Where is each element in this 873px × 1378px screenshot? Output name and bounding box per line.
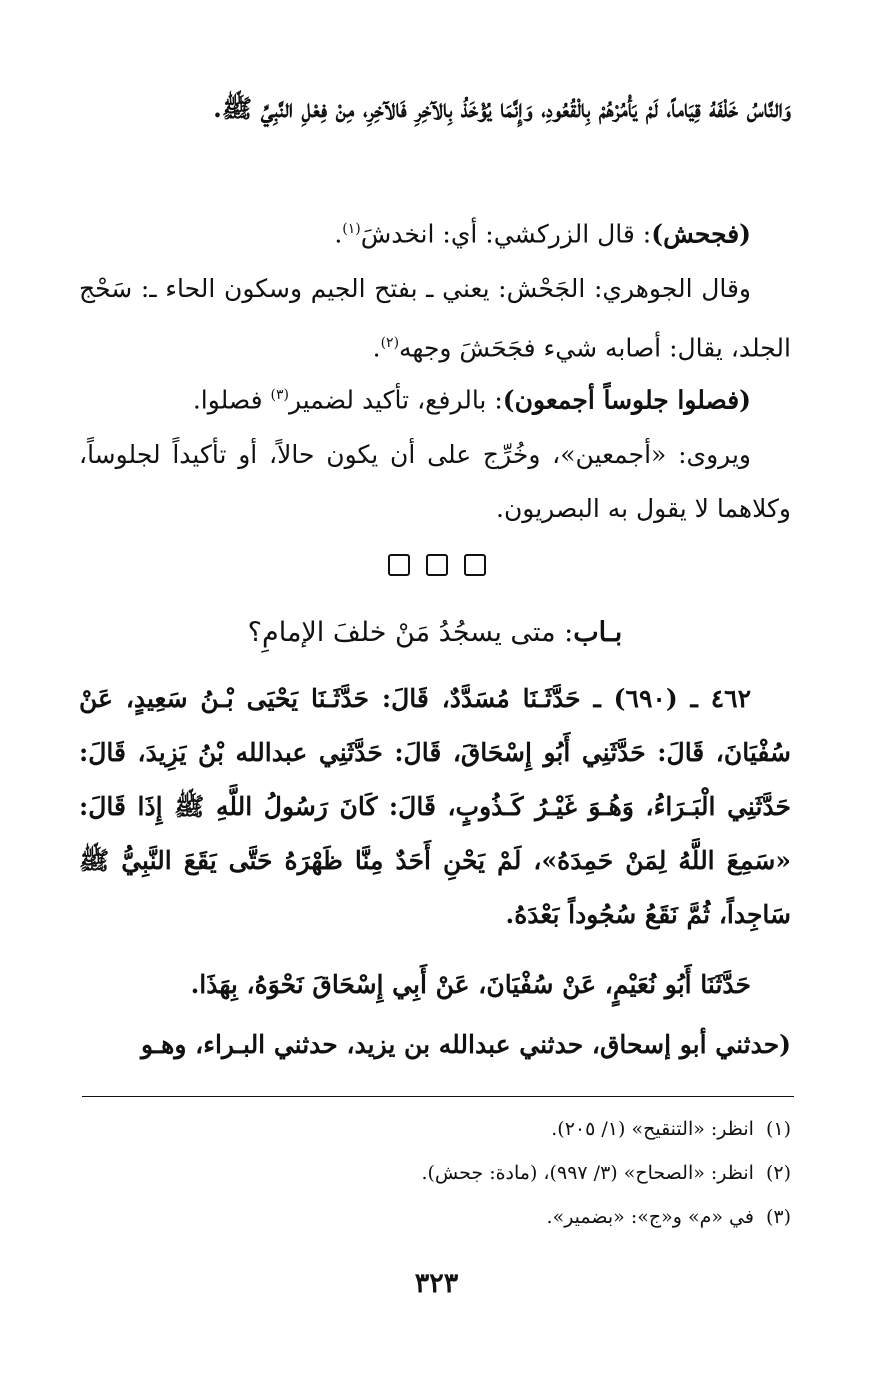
footnote-number: (١) (765, 1118, 791, 1140)
paragraph-text: وقال الجوهري: الجَحْش: يعني ـ بفتح الجيم وسكون الحاء ـ: سَحْج الجلد، يقال: أصابه شيء فجَحَشَ وجهه (79, 274, 791, 363)
footnote-ref-2[interactable]: (٢) (380, 335, 400, 351)
term-jalusan: (فصلوا جلوساً أجمعون) (502, 385, 751, 415)
separator-square-icon (388, 554, 410, 576)
paragraph-text: : قال الزركشي: أي: انخدشَ (360, 219, 652, 249)
paragraph-text: ويروى: «أجمعين»، وخُرِّج على أن يكون حالاً، أو تأكيداً لجلوساً، وكلاهما لا يقول به البصريون. (79, 440, 791, 523)
footnote-1 (79, 1114, 791, 1144)
paragraph-jawhari (79, 262, 791, 375)
paragraph-end: فصلوا. (192, 385, 271, 415)
footnote-number: (٢) (765, 1162, 791, 1184)
paragraph-fajahash (79, 202, 791, 261)
page-number: ٣٢٣ (414, 1268, 459, 1299)
paragraph-yurwa (79, 428, 791, 536)
commentary-text: (حدثني أبو إسحاق، حدثني عبدالله بن يزيد، حدثني البـراء، وهـو (140, 1030, 791, 1059)
term-fajahash: (فجحش) (651, 219, 751, 249)
footnote-3 (79, 1202, 791, 1232)
footnote-ref-1[interactable]: (١) (342, 221, 361, 237)
paragraph-hadith-end (79, 82, 791, 136)
chapter-label: بـاب (573, 617, 623, 648)
separator-square-icon (426, 554, 448, 576)
hadith-chain (79, 958, 791, 1012)
commentary-paragraph (79, 1018, 791, 1072)
footnote-text: في «م» و«ج»: «بضمير». (546, 1206, 754, 1228)
paragraph-end: . (334, 219, 343, 249)
footnote-2 (79, 1158, 791, 1188)
paragraph-text: : بالرفع، تأكيد لضمير (288, 385, 503, 415)
footnote-text: انظر: «التنقيح» (١/ ٢٠٥). (551, 1118, 754, 1140)
chapter-title: : متى يسجُدُ مَنْ خلفَ الإمامِ؟ (247, 617, 574, 648)
hadith-text (79, 672, 791, 942)
hadith-body: ٤٦٢ ـ (٦٩٠) ـ حَدَّثَـنَا مُسَدَّدٌ، قَالَ: حَدَّثَـنَا يَحْيَى بْـنُ سَعِيدٍ، عَنْ سُفْيَانَ، قَالَ: حَدَّثَنِي أَبُو إِسْحَاقَ، قَالَ: حَدَّثَنِي عبدالله بْنُ يَزِيدَ، قَالَ: حَدَّثَنِي الْبَـرَاءُ، وَهُـوَ غَيْـرُ كَـذُوبٍ، قَالَ: كَانَ رَسُولُ اللَّهِ ﷺ إِذَا قَالَ: «سَمِعَ اللَّهُ لِمَنْ حَمِدَهُ»، لَمْ يَحْنِ أَحَدٌ مِنَّا ظَهْرَهُ حَتَّى يَقَعَ النَّبِيُّ ﷺ سَاجِداً، ثُمَّ نَقَعُ سُجُوداً بَعْدَهُ. (79, 684, 791, 929)
footnote-divider (82, 1096, 794, 1097)
section-separator (0, 554, 873, 576)
separator-square-icon (464, 554, 486, 576)
paragraph-end: . (372, 333, 381, 363)
chain-text: حَدَّثَنَا أَبُو نُعَيْمٍ، عَنْ سُفْيَانَ، عَنْ أَبِي إِسْحَاقَ نَحْوَهُ، بِهَذَا. (190, 970, 751, 999)
footnote-text: انظر: «الصحاح» (٣/ ٩٩٧)، (مادة: جحش). (421, 1162, 754, 1184)
footnote-ref-3[interactable]: (٣) (270, 387, 289, 403)
chapter-heading (79, 606, 791, 660)
paragraph-jalusan (79, 368, 791, 427)
footnote-number: (٣) (765, 1206, 791, 1228)
paragraph-text: وَالنَّاسُ خَلْفَهُ قِيَاماً، لَمْ يَأْمُرْهُمْ بِالْقُعُودِ، وَإِنَّمَا يُؤْخَذُ بِالآخِرِ فَالآخِرِ، مِنْ فِعْلِ النَّبِيِّ ﷺ. (213, 94, 791, 123)
